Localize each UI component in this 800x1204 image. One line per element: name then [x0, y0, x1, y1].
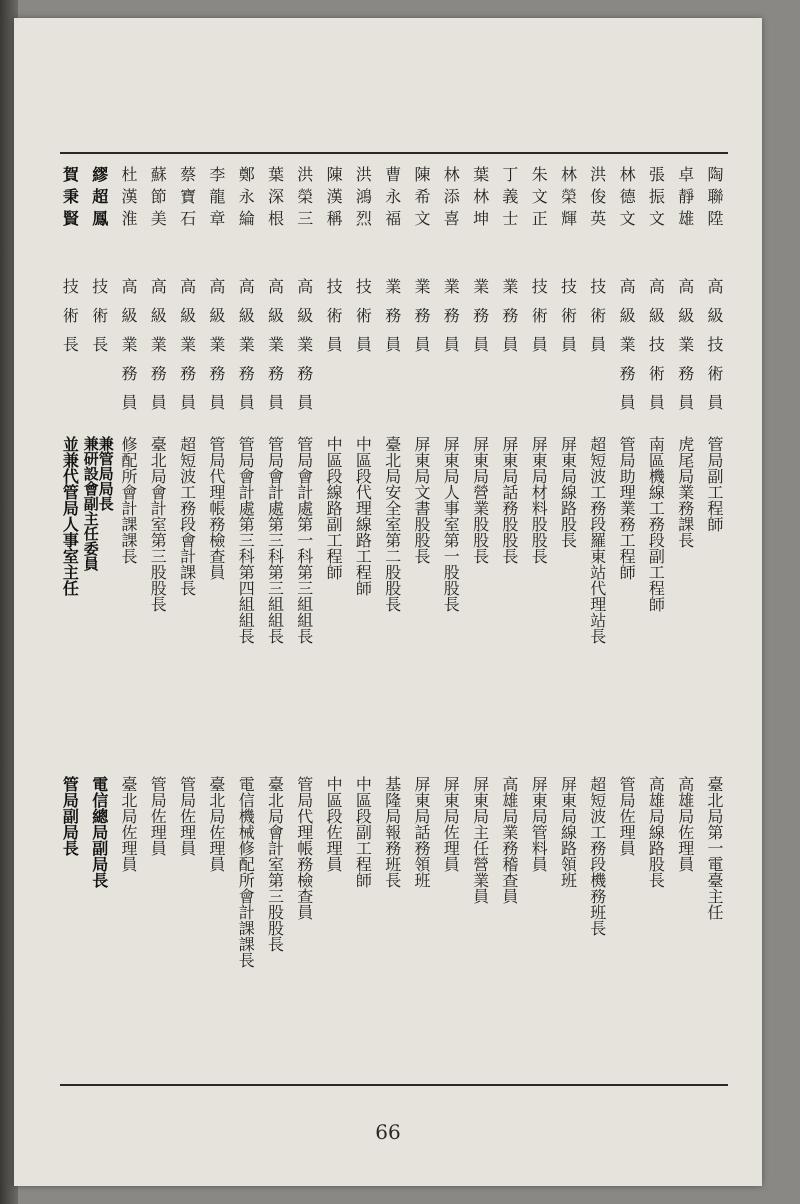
entry-pos2: 臺北局會計室第三股股長 [265, 776, 285, 952]
entry-name: 丁義士 [499, 166, 519, 232]
entry-pos2: 超短波工務段機務班長 [587, 776, 607, 936]
entry-pos2: 基隆局報務班長 [382, 776, 402, 888]
page-number: 66 [375, 1120, 401, 1144]
entry-pos2: 屏東局佐理員 [441, 776, 461, 872]
entry-rank: 技術員 [529, 278, 549, 365]
entry-rank: 高級業務員 [177, 278, 197, 423]
entry-name: 朱文正 [529, 166, 549, 232]
entry-pos1: 管局副工程師 [705, 436, 724, 532]
entry-pos1: 管局助理業務工程師 [617, 436, 637, 580]
entry-pos1: 並兼代管局人事室主任 [60, 436, 80, 596]
entry-pos2: 管局佐理員 [177, 776, 197, 856]
entry-pos1: 屏東局營業股股長 [470, 436, 490, 564]
entry-name: 李龍章 [206, 166, 226, 232]
entry-pos1: 修配所會計課課長 [119, 436, 138, 564]
bottom-rule [60, 1084, 728, 1086]
entry-name: 林榮輝 [558, 166, 578, 232]
entry-pos2: 管局佐理員 [617, 776, 637, 856]
entry-pos2: 屏東局線路領班 [558, 776, 578, 888]
entry-rank: 高級業務員 [119, 278, 138, 423]
entry-rank: 技術長 [60, 278, 80, 365]
entry-pos1: 管局代理帳務檢查員 [206, 436, 226, 580]
entry-pos2: 電信總局副局長 [89, 776, 109, 888]
entry-pos2: 高雄局線路股長 [646, 776, 666, 888]
entry-name: 洪俊英 [587, 166, 607, 232]
entry-name: 林德文 [617, 166, 637, 232]
entry-pos1: 中區段線路副工程師 [324, 436, 344, 580]
entry-pos2: 管局代理帳務檢查員 [294, 776, 314, 920]
entry-rank: 高級技術員 [705, 278, 724, 423]
entry-rank: 高級業務員 [617, 278, 637, 423]
entry-pos2: 高雄局業務稽查員 [499, 776, 519, 904]
entry-pos2: 屏東局話務領班 [412, 776, 431, 888]
entry-rank: 高級業務員 [148, 278, 168, 423]
entry-rank: 業務員 [470, 278, 490, 365]
entry-rank: 技術員 [558, 278, 578, 365]
entry-name: 卓靜雄 [675, 166, 695, 232]
entry-pos1: 管局會計處第三科第四組組長 [236, 436, 256, 644]
entry-rank: 技術長 [89, 278, 109, 365]
entry-name: 葉深根 [265, 166, 285, 232]
entry-rank: 高級技術員 [646, 278, 666, 423]
entry-pos2: 中區段副工程師 [353, 776, 373, 888]
entry-name: 蘇節美 [148, 166, 168, 232]
entry-name: 陶聯陞 [705, 166, 724, 232]
entry-name: 陳希文 [412, 166, 431, 232]
entry-pos1: 屏東局文書股股長 [412, 436, 431, 564]
entry-rank: 高級業務員 [265, 278, 285, 423]
entry-name: 繆超鳳 [89, 166, 109, 232]
entry-rank: 高級業務員 [294, 278, 314, 423]
entry-pos1: 南區機線工務段副工程師 [646, 436, 666, 612]
entry-pos1: 虎尾局業務課長 [675, 436, 695, 548]
entry-name: 曹永福 [382, 166, 402, 232]
entry-rank: 高級業務員 [206, 278, 226, 423]
entry-pos2: 管局副局長 [60, 776, 80, 856]
entry-pos1: 屏東局話務股股長 [499, 436, 519, 564]
entry-pos1: 屏東局線路股長 [558, 436, 578, 548]
entry-pos1: 屏東局人事室第一股股長 [441, 436, 461, 612]
entry-pos2: 屏東局管料員 [529, 776, 549, 872]
entry-pos1: 臺北局會計室第三股股長 [148, 436, 168, 612]
entry-rank: 業務員 [499, 278, 519, 365]
entry-rank: 業務員 [412, 278, 431, 365]
entry-pos2: 電信機械修配所會計課課長 [236, 776, 256, 968]
top-rule [60, 152, 728, 154]
entry-pos2: 中區段佐理員 [324, 776, 344, 872]
entry-pos1: 中區段代理線路工程師 [353, 436, 373, 596]
entry-pos1: 兼管局局長 兼研設會副主任委員 [81, 436, 115, 571]
entry-name: 鄭永綸 [236, 166, 256, 232]
entry-name: 洪鴻烈 [353, 166, 373, 232]
entry-name: 蔡寶石 [177, 166, 197, 232]
entry-name: 張振文 [646, 166, 666, 232]
entry-rank: 高級業務員 [236, 278, 256, 423]
entry-rank: 高級業務員 [675, 278, 695, 423]
entry-pos1: 臺北局安全室第二股股長 [382, 436, 402, 612]
entry-rank: 業務員 [441, 278, 461, 365]
entry-name: 葉林坤 [470, 166, 490, 232]
entry-pos2: 臺北局第一電臺主任 [705, 776, 724, 920]
entry-pos2: 屏東局主任營業員 [470, 776, 490, 904]
entry-name: 賀秉賢 [60, 166, 80, 232]
entry-pos1: 屏東局材料股股長 [529, 436, 549, 564]
entry-pos2: 高雄局佐理員 [675, 776, 695, 872]
entry-rank: 業務員 [382, 278, 402, 365]
entry-rank: 技術員 [324, 278, 344, 365]
entry-pos2: 臺北局佐理員 [119, 776, 138, 872]
entry-rank: 技術員 [587, 278, 607, 365]
entry-pos1: 管局會計處第一科第三組組長 [294, 436, 314, 644]
entry-name: 陳漢稱 [324, 166, 344, 232]
book-page [14, 18, 762, 1186]
entry-pos1: 管局會計處第三科第三組組長 [265, 436, 285, 644]
entry-rank: 技術員 [353, 278, 373, 365]
entry-pos1: 超短波工務段羅東站代理站長 [587, 436, 607, 644]
entry-name: 杜漢淮 [119, 166, 138, 232]
entry-pos2: 管局佐理員 [148, 776, 168, 856]
entry-pos1: 超短波工務段會計課長 [177, 436, 197, 596]
entry-name: 林添喜 [441, 166, 461, 232]
entry-pos2: 臺北局佐理員 [206, 776, 226, 872]
entry-name: 洪榮三 [294, 166, 314, 232]
